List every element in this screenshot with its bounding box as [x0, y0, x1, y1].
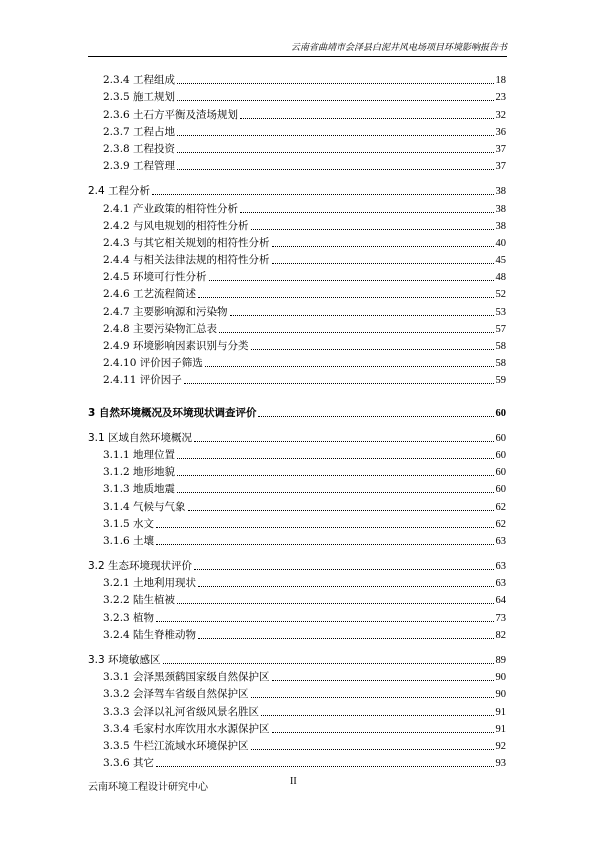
toc-dot-leader	[251, 697, 494, 698]
toc-entry-title: 2.4.6 工艺流程简述	[103, 288, 197, 301]
toc-entry-title: 2.3.8 工程投资	[103, 142, 176, 155]
toc-dot-leader	[177, 152, 493, 153]
toc-entry-page: 37	[495, 143, 506, 155]
toc-entry-page: 52	[495, 289, 506, 301]
toc-entry-title: 2.4.10 评价因子筛选	[103, 357, 203, 370]
toc-entry-page: 58	[495, 341, 506, 352]
toc-dot-leader	[198, 638, 493, 639]
toc-dot-leader	[156, 766, 493, 767]
toc-entry-page: 53	[495, 306, 506, 318]
toc-entry[interactable]	[88, 498, 506, 515]
toc-entry[interactable]	[88, 652, 506, 669]
toc-dot-leader	[194, 441, 493, 442]
toc-dot-leader	[272, 246, 494, 247]
toc-entry-page: 60	[495, 432, 506, 444]
toc-entry-page: 82	[495, 629, 506, 641]
toc-entry-title: 2.4.3 与其它相关规划的相符性分析	[103, 236, 270, 249]
toc-dot-leader	[194, 569, 493, 570]
toc-dot-leader	[219, 332, 493, 333]
toc-entry-title: 3.2.3 植物	[103, 611, 155, 624]
toc-entry[interactable]	[88, 218, 506, 235]
toc-entry-title: 2.3.7 工程占地	[103, 125, 176, 138]
toc-entry-page: 91	[495, 723, 506, 735]
table-of-contents	[88, 72, 506, 772]
toc-entry-title: 3.3.3 会泽以礼河省级风景名胜区	[103, 705, 260, 718]
toc-dot-leader	[272, 680, 494, 681]
toc-spacer	[88, 422, 506, 430]
toc-entry-title: 2.4.8 主要污染物汇总表	[103, 322, 218, 335]
toc-entry-page: 93	[495, 758, 506, 770]
toc-entry[interactable]	[88, 430, 506, 447]
toc-dot-leader	[251, 349, 494, 350]
toc-dot-leader	[184, 383, 494, 384]
toc-entry-page: 91	[495, 706, 506, 718]
toc-dot-leader	[177, 458, 493, 459]
toc-entry-page: 38	[495, 186, 506, 198]
toc-entry[interactable]	[88, 286, 506, 303]
toc-entry-title: 3.1.3 地质地震	[103, 483, 176, 496]
toc-entry-page: 36	[495, 126, 506, 138]
toc-dot-leader	[163, 663, 494, 664]
toc-entry[interactable]	[88, 372, 506, 389]
toc-entry-page: 60	[495, 467, 506, 479]
toc-dot-leader	[156, 621, 493, 622]
footer-page-number: II	[290, 776, 297, 787]
toc-dot-leader	[198, 586, 493, 587]
toc-entry-page: 48	[495, 272, 506, 284]
toc-entry[interactable]	[88, 592, 506, 609]
toc-entry[interactable]	[88, 627, 506, 644]
toc-entry-title: 2.3.6 土石方平衡及渣场规划	[103, 108, 239, 121]
toc-dot-leader	[177, 135, 493, 136]
running-header	[88, 40, 507, 57]
toc-dot-leader	[261, 715, 493, 716]
toc-entry-title: 3.3.2 会泽驾车省级自然保护区	[103, 688, 249, 701]
toc-dot-leader	[240, 212, 493, 213]
toc-entry-title: 3.2.1 土地利用现状	[103, 577, 197, 590]
footer-organization: 云南环境工程设计研究中心	[88, 782, 208, 793]
toc-entry-page: 59	[495, 375, 506, 387]
toc-entry[interactable]	[88, 89, 506, 106]
toc-entry[interactable]	[88, 72, 506, 89]
toc-entry[interactable]	[88, 755, 506, 772]
toc-entry[interactable]	[88, 269, 506, 286]
toc-entry-page: 63	[495, 561, 506, 573]
toc-entry-title: 2.4.11 评价因子	[103, 374, 182, 387]
toc-entry[interactable]	[88, 669, 506, 686]
toc-entry-title: 3.3.1 会泽黑颈鹤国家级自然保护区	[103, 671, 270, 684]
toc-dot-leader	[177, 492, 493, 493]
toc-entry-title: 3.1 区域自然环境概况	[88, 431, 193, 444]
toc-dot-leader	[177, 475, 493, 476]
toc-entry-page: 58	[495, 358, 506, 370]
toc-entry[interactable]	[88, 106, 506, 123]
toc-dot-leader	[188, 510, 494, 511]
toc-entry[interactable]	[88, 404, 506, 421]
toc-entry-title: 3.2.2 陆生植被	[103, 594, 176, 607]
toc-entry[interactable]	[88, 183, 506, 200]
toc-entry[interactable]	[88, 200, 506, 217]
toc-dot-leader	[177, 169, 493, 170]
toc-entry-page: 64	[495, 595, 506, 607]
toc-entry-title: 2.3.4 工程组成	[103, 74, 176, 87]
toc-entry[interactable]	[88, 481, 506, 498]
toc-entry-title: 3.1.4 气候与气象	[103, 500, 186, 513]
toc-entry[interactable]	[88, 686, 506, 703]
toc-entry-title: 3.2 生态环境现状评价	[88, 560, 193, 573]
toc-dot-leader	[251, 749, 494, 750]
toc-entry-page: 40	[495, 237, 506, 249]
toc-dot-leader	[177, 603, 493, 604]
toc-entry[interactable]	[88, 303, 506, 320]
toc-entry[interactable]	[88, 252, 506, 269]
toc-dot-leader	[156, 544, 493, 545]
toc-entry-title: 3 自然环境概况及环境现状调查评价	[88, 406, 257, 419]
toc-entry[interactable]	[88, 355, 506, 372]
toc-dot-leader	[240, 118, 493, 119]
toc-entry-title: 3.1.1 地理位置	[103, 448, 176, 461]
toc-entry[interactable]	[88, 464, 506, 481]
toc-entry[interactable]	[88, 321, 506, 338]
toc-entry[interactable]	[88, 516, 506, 533]
toc-entry-title: 2.3.5 施工规划	[103, 91, 176, 104]
toc-entry[interactable]	[88, 703, 506, 720]
toc-entry-page: 32	[495, 109, 506, 121]
toc-entry-page: 38	[495, 203, 506, 215]
toc-dot-leader	[272, 263, 494, 264]
toc-dot-leader	[209, 280, 494, 281]
toc-dot-leader	[230, 315, 494, 316]
toc-spacer	[88, 175, 506, 183]
toc-entry-title: 2.4.5 环境可行性分析	[103, 271, 207, 284]
toc-entry[interactable]	[88, 533, 506, 550]
toc-dot-leader	[258, 416, 493, 417]
toc-dot-leader	[177, 83, 493, 84]
toc-entry-page: 60	[495, 407, 506, 419]
toc-entry-page: 92	[495, 740, 506, 752]
toc-entry[interactable]	[88, 575, 506, 592]
toc-entry-page: 90	[495, 672, 506, 684]
toc-entry[interactable]	[88, 158, 506, 175]
toc-entry-page: 62	[495, 501, 506, 513]
toc-entry-title: 3.3.5 牛栏江流域水环境保护区	[103, 739, 249, 752]
toc-entry[interactable]	[88, 558, 506, 575]
toc-dot-leader	[177, 100, 493, 101]
toc-entry-title: 2.4 工程分析	[88, 185, 151, 198]
toc-entry-title: 3.3.6 其它	[103, 757, 155, 770]
toc-dot-leader	[156, 527, 493, 528]
toc-entry[interactable]	[88, 609, 506, 626]
toc-entry-page: 60	[495, 484, 506, 496]
toc-entry-title: 2.4.9 环境影响因素识别与分类	[103, 340, 249, 352]
toc-entry-page: 63	[495, 578, 506, 590]
toc-spacer	[88, 389, 506, 404]
toc-entry[interactable]	[88, 235, 506, 252]
toc-dot-leader	[152, 194, 493, 195]
toc-entry[interactable]	[88, 141, 506, 158]
toc-entry-page: 60	[495, 449, 506, 461]
toc-entry-title: 2.4.7 主要影响源和污染物	[103, 305, 228, 318]
toc-entry-title: 3.3 环境敏感区	[88, 654, 161, 666]
toc-entry[interactable]	[88, 124, 506, 141]
toc-dot-leader	[198, 297, 493, 298]
toc-entry-title: 2.3.9 工程管理	[103, 160, 176, 173]
toc-entry-page: 63	[495, 535, 506, 547]
toc-entry-page: 90	[495, 689, 506, 701]
toc-entry[interactable]	[88, 721, 506, 738]
toc-entry-title: 2.4.4 与相关法律法规的相符性分析	[103, 254, 270, 267]
toc-entry[interactable]	[88, 447, 506, 464]
toc-entry-page: 45	[495, 255, 506, 267]
toc-spacer	[88, 644, 506, 652]
toc-spacer	[88, 550, 506, 558]
toc-entry-page: 18	[495, 75, 506, 87]
toc-entry-page: 89	[495, 655, 506, 666]
toc-dot-leader	[205, 366, 494, 367]
toc-entry-page: 23	[495, 92, 506, 104]
toc-dot-leader	[272, 732, 494, 733]
toc-entry[interactable]	[88, 738, 506, 755]
toc-entry-title: 2.4.1 产业政策的相符性分析	[103, 202, 239, 215]
toc-entry-page: 73	[495, 612, 506, 624]
toc-entry-title: 3.3.4 毛家村水库饮用水水源保护区	[103, 722, 270, 735]
toc-entry-page: 62	[495, 518, 506, 530]
toc-entry-title: 3.1.2 地形地貌	[103, 466, 176, 479]
header-title: 云南省曲靖市会泽县白泥井风电场项目环境影响报告书	[290, 43, 507, 53]
toc-entry-page: 37	[495, 161, 506, 173]
toc-entry-title: 3.2.4 陆生脊椎动物	[103, 628, 197, 641]
toc-entry-page: 57	[495, 323, 506, 335]
toc-entry[interactable]	[88, 338, 506, 355]
toc-entry-title: 3.1.6 土壤	[103, 534, 155, 547]
toc-entry-title: 3.1.5 水文	[103, 517, 155, 530]
toc-entry-title: 2.4.2 与风电规划的相符性分析	[103, 219, 249, 232]
toc-entry-page: 38	[495, 220, 506, 232]
toc-dot-leader	[251, 229, 494, 230]
